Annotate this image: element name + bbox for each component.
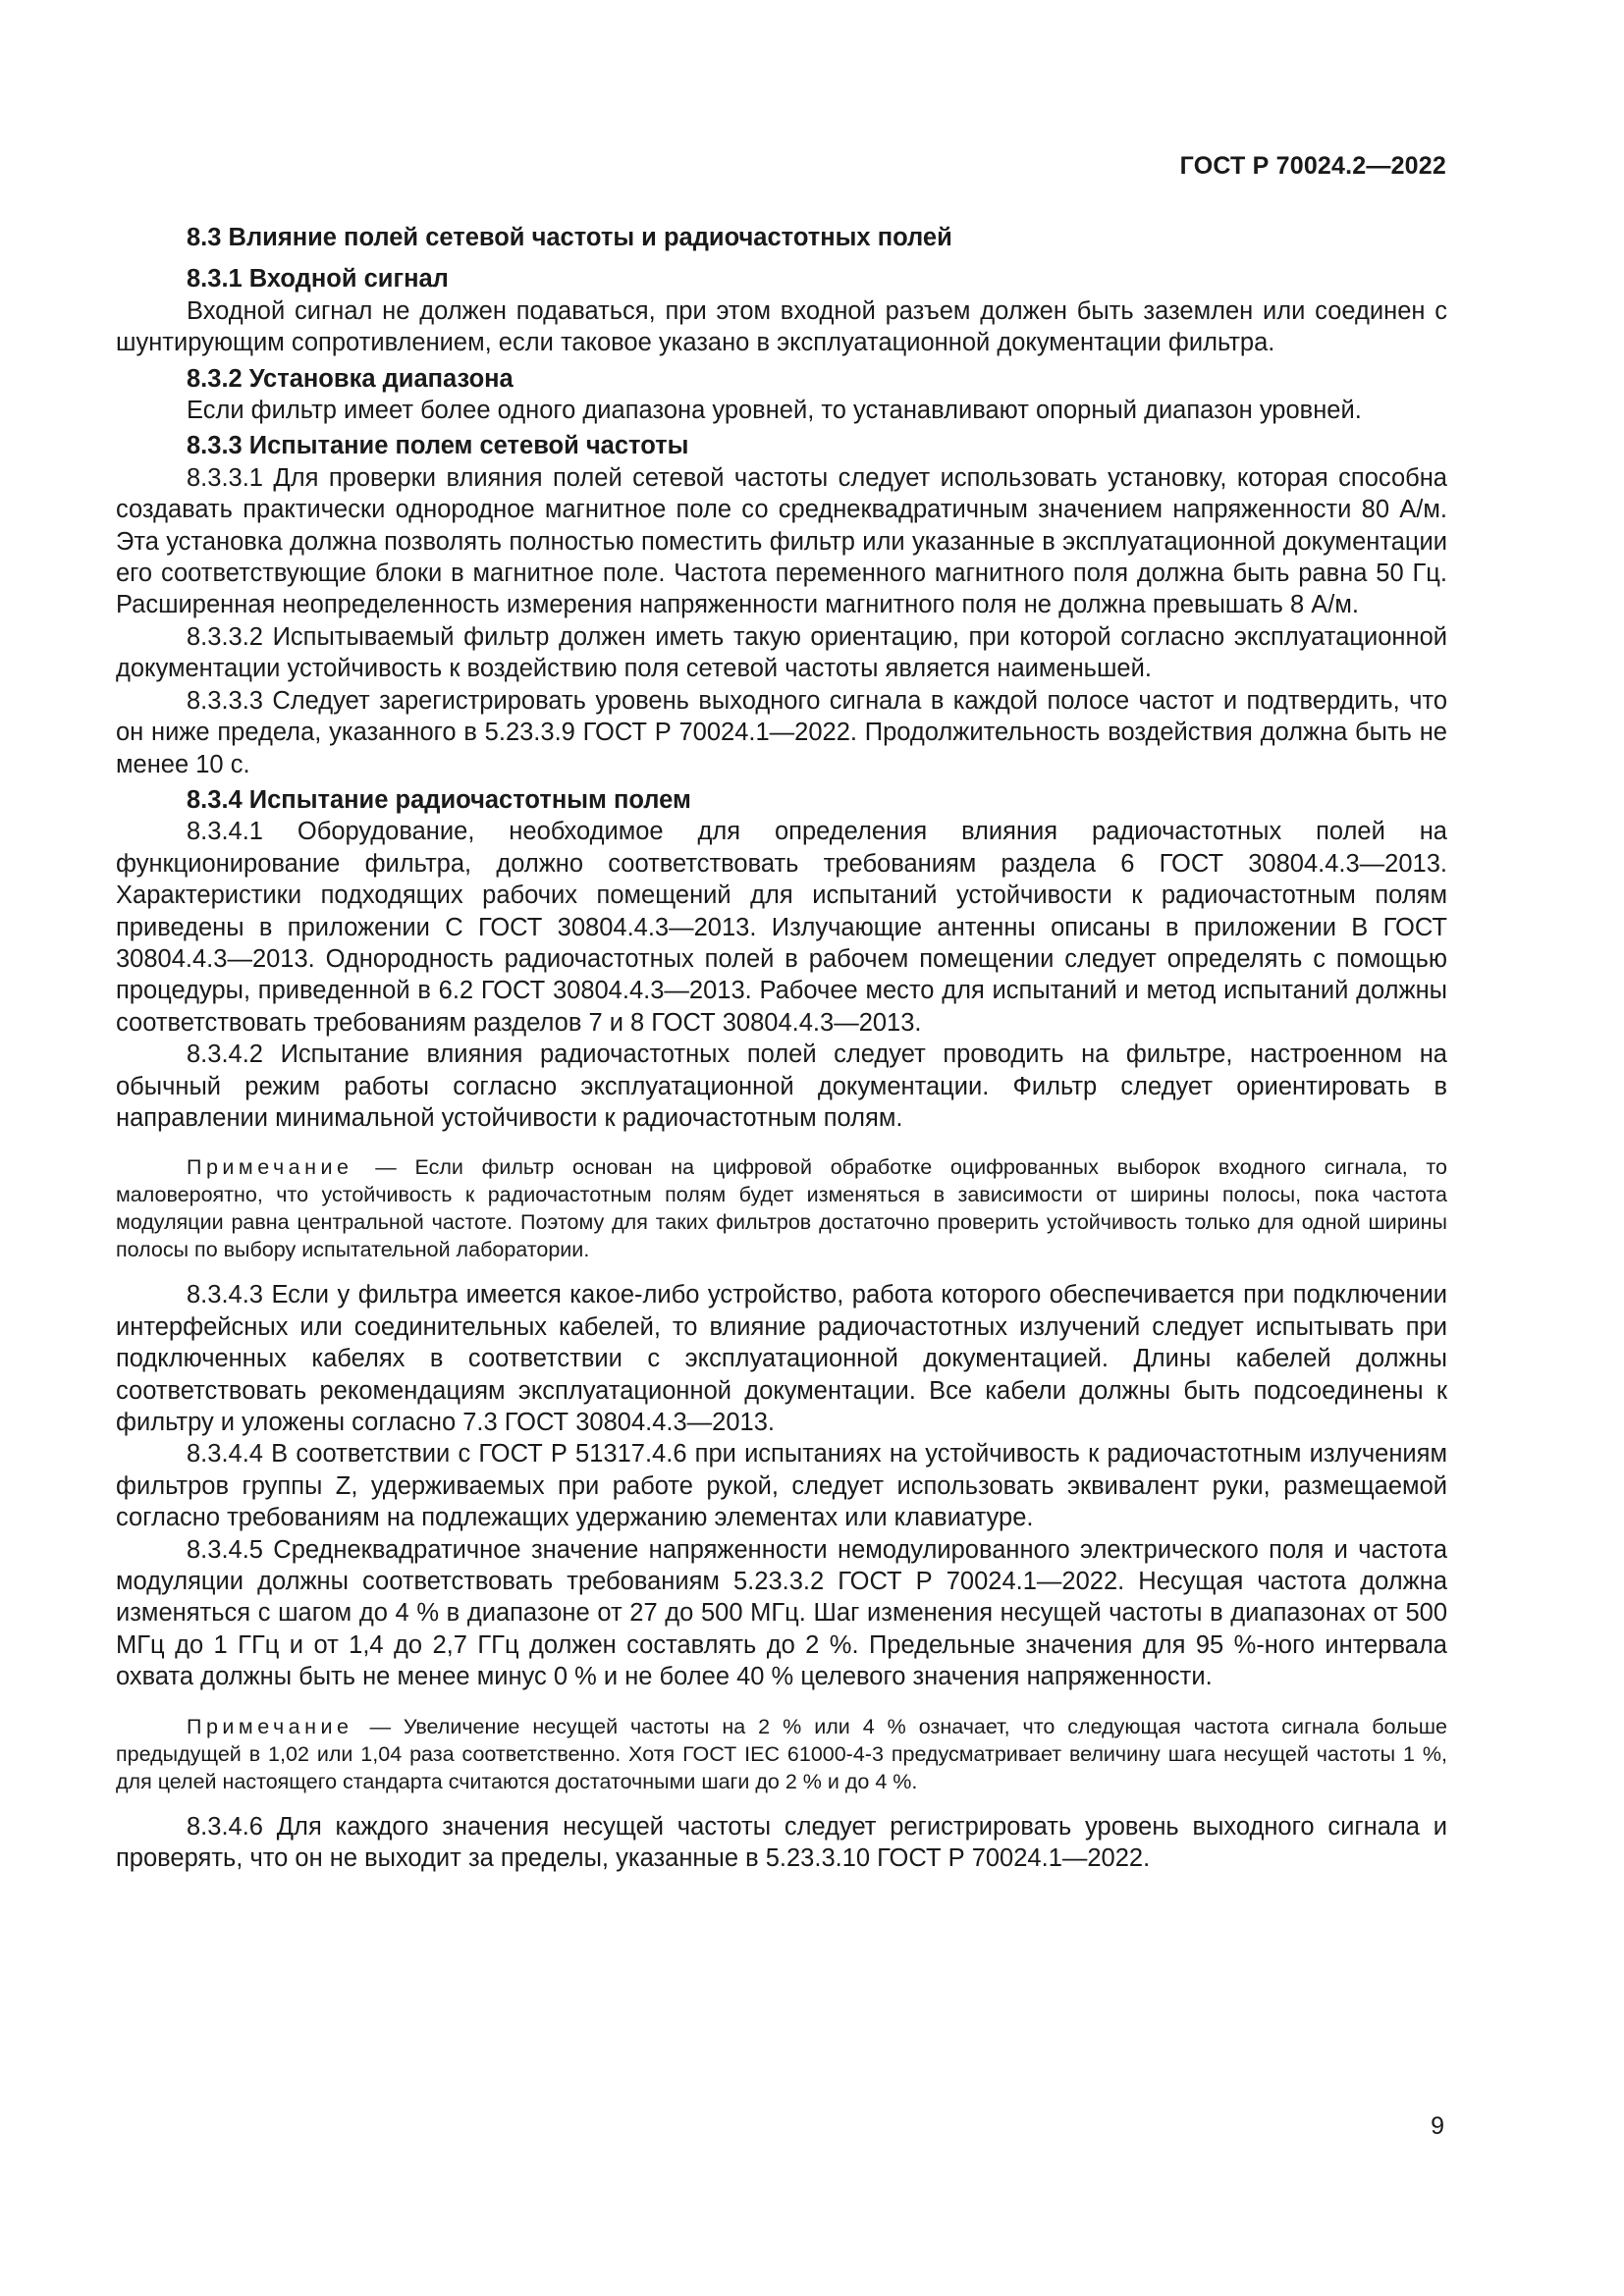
paragraph: 8.3.4.3 Если у фильтра имеется какое-либо устройство, работа которого обеспечивается при подключении интерфейсных или соединительных кабелей, то влияние радиочастотных излучений следует испытывать при подключенных кабелях в соответствии с эксплуатационной документацией. Длины кабелей должны соответствовать рекомендациям эксплуатационной документации. Все кабели должны быть подсоединены к фильтру и уложены согласно 7.3 ГОСТ 30804.4.3—2013. (116, 1281, 1447, 1436)
paragraph: 8.3.4.5 Среднеквадратичное значение напряженности немодулированного электрического поля и частота модуляции должны соответствовать требованиям 5.23.3.2 ГОСТ Р 70024.1—2022. Несущая частота должна изменяться с шагом до 4 % в диапазоне от 27 до 500 МГц. Шаг изменения несущей частоты в диапазонах от 500 МГц до 1 ГГц и от 1,4 до 2,7 ГГц должен составлять до 2 %. Предельные значения для 95 %-ного интервала охвата должны быть не менее минус 0 % и не более 40 % целевого значения напряженности. (116, 1535, 1447, 1691)
section-title: 8.3 Влияние полей сетевой частоты и радиочастотных полей (187, 224, 952, 251)
paragraph: 8.3.3.3 Следует зарегистрировать уровень выходного сигнала в каждой полосе частот и подтвердить, что он ниже предела, указанного в 5.23.3.9 ГОСТ Р 70024.1—2022. Продолжительность воздействия должна быть не менее 10 с. (116, 686, 1447, 778)
subsection-heading: 8.3.1 Входной сигнал (187, 265, 449, 294)
note-label: Примечание (187, 1714, 353, 1738)
paragraph: 8.3.4.4 В соответствии с ГОСТ Р 51317.4.6 при испытаниях на устойчивость к радиочастотным излучениям фильтров группы Z, удерживаемых при работе рукой, следует использовать эквивалент руки, размещаемой согласно требованиям на подлежащих удержанию элементах или клавиатуре. (116, 1440, 1447, 1532)
note (116, 1153, 1447, 1263)
paragraph: Входной сигнал не должен подаваться, при этом входной разъем должен быть заземлен или соединен с шунтирующим сопротивлением, если таковое указано в эксплуатационной документации фильтра. (116, 296, 1447, 357)
paragraph: 8.3.3.1 Для проверки влияния полей сетевой частоты следует использовать установку, которая способна создавать практически однородное магнитное поле со среднеквадратичным значением напряженности 80 А/м. Эта установка должна позволять полностью поместить фильтр или указанные в эксплуатационной документации его соответствующие блоки в магнитное поле. Частота переменного магнитного поля должна быть равна 50 Гц. Расширенная неопределенность измерения напряженности магнитного поля не должна превышать 8 А/м. (116, 463, 1447, 619)
paragraph: 8.3.4.2 Испытание влияния радиочастотных полей следует проводить на фильтре, настроенном на обычный режим работы согласно эксплуатационной документации. Фильтр следует ориентировать в направлении минимальной устойчивости к радиочастотным полям. (116, 1041, 1447, 1132)
subsection-heading: 8.3.4 Испытание радиочастотным полем (187, 785, 691, 814)
document-body (116, 222, 1447, 1874)
note-label: Примечание (187, 1155, 353, 1180)
note-text: — Увеличение несущей частоты на 2 % или 4 % означает, что следующая частота сигнала больше предыдущей в 1,02 или 1,04 раза соответственно. Хотя ГОСТ IEC 61000-4-3 предусматривает величину шага несущей частоты 1 %, для целей настоящего стандарта считаются достаточными шаги до 2 % и до 4 %. (116, 1714, 1447, 1793)
subsection-heading: 8.3.3 Испытание полем сетевой частоты (187, 432, 689, 460)
paragraph: Если фильтр имеет более одного диапазона уровней, то устанавливают опорный диапазон уровней. (187, 397, 1362, 425)
paragraph: 8.3.4.6 Для каждого значения несущей частоты следует регистрировать уровень выходного сигнала и проверять, что он не выходит за пределы, указанные в 5.23.3.10 ГОСТ Р 70024.1—2022. (116, 1812, 1447, 1873)
paragraph: 8.3.4.1 Оборудование, необходимое для определения влияния радиочастотных полей на функционирование фильтра, должно соответствовать требованиям раздела 6 ГОСТ 30804.4.3—2013. Характеристики подходящих рабочих помещений для испытаний устойчивости к радиочастотным полям приведены в приложении С ГОСТ 30804.4.3—2013. Излучающие антенны описаны в приложении В ГОСТ 30804.4.3—2013. Однородность радиочастотных полей в рабочем помещении следует определять с помощью процедуры, приведенной в 6.2 ГОСТ 30804.4.3—2013. Рабочее место для испытаний и метод испытаний должны соответствовать требованиям разделов 7 и 8 ГОСТ 30804.4.3—2013. (116, 818, 1447, 1037)
note-text: — Если фильтр основан на цифровой обработке оцифрованных выборок входного сигнала, то маловероятно, что устойчивость к радиочастотным полям будет изменяться в зависимости от ширины полосы, пока частота модуляции равна центральной частоте. Поэтому для таких фильтров достаточно проверить устойчивость только для одной ширины полосы по выбору испытательной лаборатории. (116, 1155, 1447, 1262)
subsection-heading: 8.3.2 Установка диапазона (187, 364, 514, 393)
page-number: 9 (1431, 2112, 1444, 2140)
note (116, 1713, 1447, 1795)
paragraph: 8.3.3.2 Испытываемый фильтр должен иметь такую ориентацию, при которой согласно эксплуатационной документации устойчивость к воздействию поля сетевой частоты является наименьшей. (116, 622, 1447, 683)
document-code: ГОСТ Р 70024.2—2022 (1179, 152, 1446, 180)
